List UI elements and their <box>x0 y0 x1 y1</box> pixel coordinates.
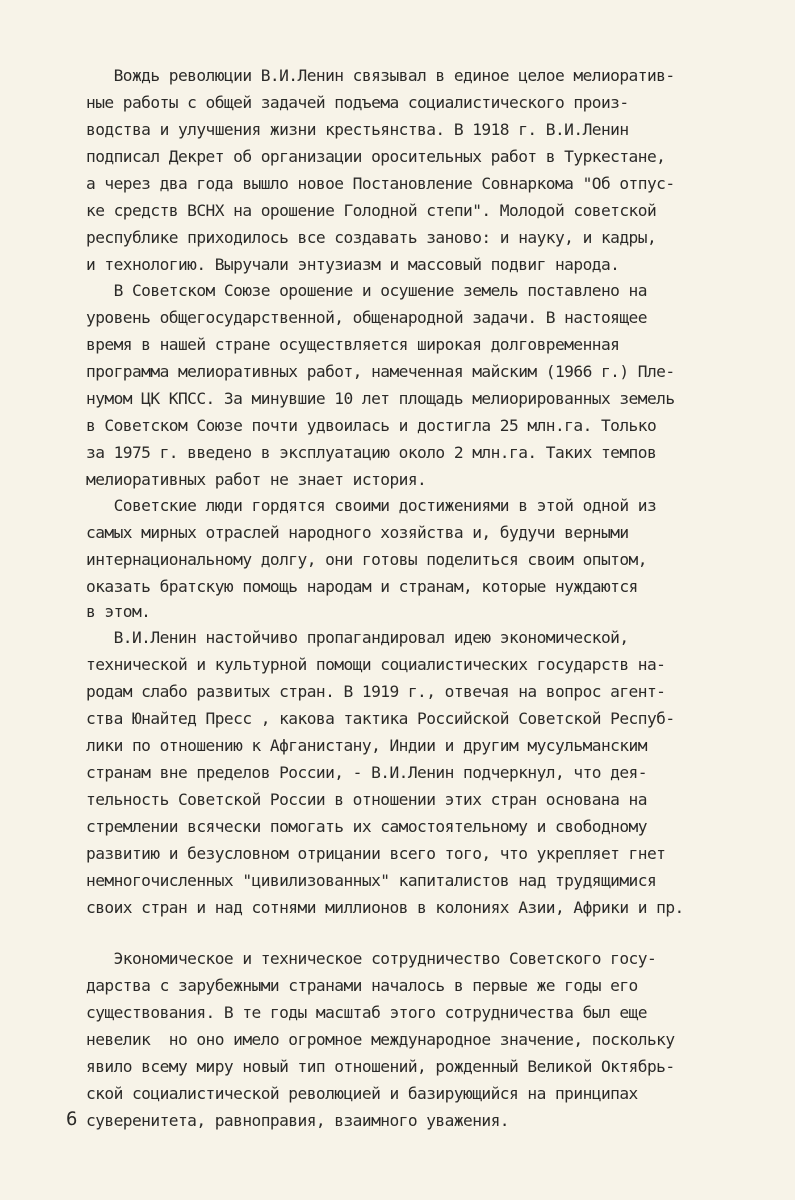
text-line: тельность Советской России в отношении этих стран основана на <box>86 790 647 809</box>
text-line: немногочисленных "цивилизованных" капиталистов над трудящимися <box>86 871 657 890</box>
text-line: в Советском Союзе почти удвоилась и достигла 25 млн.га. Только <box>86 416 657 435</box>
text-line: ные работы с общей задачей подъема социалистического произ- <box>86 93 629 112</box>
text-line: существования. В те годы масштаб этого сотрудничества был еще <box>86 1003 647 1022</box>
text-line: Вождь революции В.И.Ленин связывал в единое целое мелиоратив- <box>86 66 675 85</box>
text-line: стремлении всячески помогать их самостоятельному и свободному <box>86 817 647 836</box>
text-line: невелик но оно имело огромное международное значение, поскольку <box>86 1030 675 1049</box>
text-line: интернациональному долгу, они готовы поделиться своим опытом, <box>86 550 647 569</box>
text-line: программа мелиоративных работ, намеченная майским (1966 г.) Пле- <box>86 362 675 381</box>
text-line: родам слабо развитых стран. В 1919 г., отвечая на вопрос агент- <box>86 682 666 701</box>
text-line: ства Юнайтед Пресс , какова тактика Российской Советской Респуб- <box>86 709 675 728</box>
text-line: ской социалистической революцией и базирующийся на принципах <box>86 1084 638 1103</box>
text-line: в этом. <box>86 602 151 621</box>
text-line: В.И.Ленин настойчиво пропагандировал идею экономической, <box>86 628 629 647</box>
text-line: мелиоративных работ не знает история. <box>86 470 427 489</box>
text-line: явило всему миру новый тип отношений, рожденный Великой Октябрь- <box>86 1057 675 1076</box>
text-line: дарства с зарубежными странами началось в первые же годы его <box>86 976 638 995</box>
text-line: лики по отношению к Афганистану, Индии и другим мусульманским <box>86 736 647 755</box>
text-line: странам вне пределов России, - В.И.Ленин подчеркнул, что дея- <box>86 763 647 782</box>
text-line: водства и улучшения жизни крестьянства. В 1918 г. В.И.Ленин <box>86 120 629 139</box>
text-line: самых мирных отраслей народного хозяйства и, будучи верными <box>86 523 629 542</box>
text-line: оказать братскую помощь народам и странам, которые нуждаются <box>86 577 638 596</box>
text-line: республике приходилось все создавать заново: и науку, и кадры, <box>86 228 657 247</box>
text-line: развитию и безусловном отрицании всего того, что укрепляет гнет <box>86 844 666 863</box>
text-line: Экономическое и техническое сотрудничество Советского госу- <box>86 949 657 968</box>
text-line: Советские люди гордятся своими достижениями в этой одной из <box>86 496 657 515</box>
text-line: время в нашей стране осуществляется широкая долговременная <box>86 335 620 354</box>
text-line: технической и культурной помощи социалистических государств на- <box>86 655 666 674</box>
text-line: суверенитета, равноправия, взаимного уважения. <box>86 1111 510 1130</box>
text-line: уровень общегосударственной, общенародной задачи. В настоящее <box>86 308 647 327</box>
text-line: за 1975 г. введено в эксплуатацию около 2 млн.га. Таких темпов <box>86 443 657 462</box>
text-line: и технологию. Выручали энтузиазм и массовый подвиг народа. <box>86 255 620 274</box>
text-line: подписал Декрет об организации оросительных работ в Туркестане, <box>86 147 666 166</box>
page-number: 6 <box>66 1108 78 1130</box>
text-line: своих стран и над сотнями миллионов в колониях Азии, Африки и пр. <box>86 898 684 917</box>
text-line: ке средств ВСНХ на орошение Голодной степи". Молодой советской <box>86 201 657 220</box>
text-line: В Советском Союзе орошение и осушение земель поставлено на <box>86 281 647 300</box>
text-line: а через два года вышло новое Постановление Совнаркома "Об отпус- <box>86 174 675 193</box>
text-line: нумом ЦК КПСС. За минувшие 10 лет площадь мелиорированных земель <box>86 389 675 408</box>
